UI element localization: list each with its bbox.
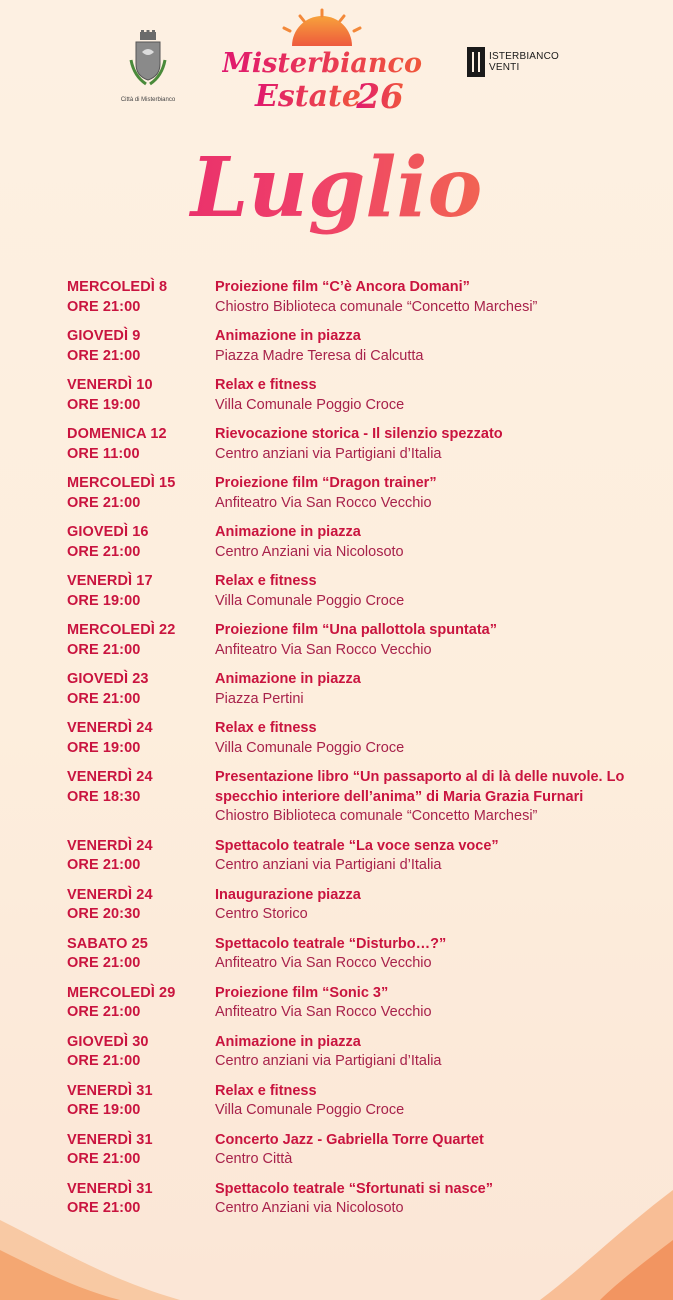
event-time: ORE 19:00 bbox=[67, 1102, 141, 1118]
misterbianco-estate-logo bbox=[222, 6, 422, 126]
event-title: Concerto Jazz - Gabriella Torre Quartet bbox=[215, 1131, 484, 1148]
event-time: ORE 21:00 bbox=[67, 1053, 141, 1069]
event-title: Relax e fitness bbox=[215, 377, 317, 393]
event-day: VENERDÌ 24 bbox=[67, 769, 153, 785]
event-title: Proiezione film “Dragon trainer” bbox=[215, 475, 437, 491]
event-row bbox=[0, 572, 673, 611]
event-when bbox=[0, 1082, 215, 1121]
event-time: ORE 18:30 bbox=[67, 788, 141, 805]
event-venue: Anfiteatro Via San Rocco Vecchio bbox=[215, 641, 432, 658]
event-title: Relax e fitness bbox=[215, 573, 317, 589]
event-when bbox=[0, 935, 215, 974]
event-day: VENERDÌ 17 bbox=[67, 573, 153, 589]
event-when bbox=[0, 425, 215, 464]
event-day: MERCOLEDÌ 29 bbox=[67, 984, 176, 1001]
event-details bbox=[215, 376, 673, 415]
event-venue: Villa Comunale Poggio Croce bbox=[215, 592, 405, 609]
brand-year-text: 26 bbox=[356, 77, 404, 117]
event-schedule bbox=[0, 278, 673, 1229]
event-when bbox=[0, 1131, 215, 1170]
brand-name-text: Misterbianco bbox=[222, 48, 422, 79]
event-details bbox=[215, 984, 673, 1023]
event-when bbox=[0, 278, 215, 317]
event-when bbox=[0, 719, 215, 758]
event-venue: Anfiteatro Via San Rocco Vecchio bbox=[215, 1004, 432, 1020]
event-details bbox=[215, 523, 673, 562]
city-caption: Città di Misterbianco bbox=[120, 97, 176, 103]
event-row bbox=[0, 984, 673, 1023]
crest-shield-icon bbox=[128, 30, 168, 88]
event-time: ORE 20:30 bbox=[67, 906, 141, 922]
event-title: Proiezione film “C’è Ancora Domani” bbox=[215, 279, 470, 295]
event-details bbox=[215, 1033, 673, 1072]
event-details bbox=[215, 719, 673, 758]
event-title: Animazione in piazza bbox=[215, 328, 361, 344]
eventi-line2: VENTI bbox=[489, 62, 520, 73]
event-time: ORE 21:00 bbox=[67, 641, 141, 658]
event-row bbox=[0, 670, 673, 709]
event-day: VENERDÌ 24 bbox=[67, 886, 153, 903]
brand-estate-text: Estate bbox=[255, 79, 361, 114]
event-details bbox=[215, 474, 673, 513]
event-details bbox=[215, 768, 673, 827]
city-crest bbox=[118, 30, 178, 106]
event-when bbox=[0, 474, 215, 513]
event-time: ORE 21:00 bbox=[67, 690, 141, 707]
event-time: ORE 19:00 bbox=[67, 739, 141, 756]
event-venue: Centro anziani via Partigiani d’Italia bbox=[215, 1053, 442, 1069]
event-row bbox=[0, 1082, 673, 1121]
event-time: ORE 21:00 bbox=[67, 1151, 141, 1167]
event-title: Relax e fitness bbox=[215, 1082, 317, 1099]
event-row bbox=[0, 474, 673, 513]
event-day: VENERDÌ 24 bbox=[67, 837, 153, 854]
event-venue: Villa Comunale Poggio Croce bbox=[215, 1102, 405, 1118]
event-when bbox=[0, 621, 215, 660]
event-when bbox=[0, 376, 215, 415]
event-details bbox=[215, 572, 673, 611]
event-day: GIOVEDÌ 16 bbox=[67, 524, 149, 540]
event-time: ORE 21:00 bbox=[67, 955, 141, 971]
event-row bbox=[0, 376, 673, 415]
event-time: ORE 21:00 bbox=[67, 494, 141, 511]
event-venue: Centro Città bbox=[215, 1151, 293, 1167]
event-venue: Centro anziani via Partigiani d’Italia bbox=[215, 445, 442, 462]
event-row bbox=[0, 327, 673, 366]
event-title: Spettacolo teatrale “La voce senza voce” bbox=[215, 837, 499, 854]
event-when bbox=[0, 327, 215, 366]
event-details bbox=[215, 278, 673, 317]
event-title: Inaugurazione piazza bbox=[215, 886, 361, 903]
event-time: ORE 21:00 bbox=[67, 857, 141, 873]
event-row bbox=[0, 425, 673, 464]
event-time: ORE 21:00 bbox=[67, 1200, 141, 1216]
event-row bbox=[0, 837, 673, 876]
event-title: Proiezione film “Sonic 3” bbox=[215, 984, 389, 1001]
event-when bbox=[0, 670, 215, 709]
event-venue: Centro Anziani via Nicolosoto bbox=[215, 543, 404, 560]
event-details bbox=[215, 1180, 673, 1219]
event-venue: Piazza Pertini bbox=[215, 690, 304, 707]
event-day: VENERDÌ 31 bbox=[67, 1131, 153, 1148]
event-details bbox=[215, 327, 673, 366]
event-row bbox=[0, 621, 673, 660]
event-venue: Centro anziani via Partigiani d’Italia bbox=[215, 857, 442, 873]
event-row bbox=[0, 523, 673, 562]
event-day: VENERDÌ 24 bbox=[67, 720, 153, 736]
event-day: GIOVEDÌ 30 bbox=[67, 1033, 149, 1050]
event-time: ORE 11:00 bbox=[67, 445, 140, 462]
event-when bbox=[0, 523, 215, 562]
event-details bbox=[215, 1082, 673, 1121]
event-title: Proiezione film “Una pallottola spuntata” bbox=[215, 622, 497, 638]
event-title: Spettacolo teatrale “Disturbo…?” bbox=[215, 935, 447, 952]
event-venue: Centro Storico bbox=[215, 906, 308, 922]
event-details bbox=[215, 621, 673, 660]
event-title: Presentazione libro “Un passaporto al di là delle nuvole. Lo specchio interiore dell’anima” di Maria Grazia Furnari bbox=[215, 769, 625, 805]
event-time: ORE 21:00 bbox=[67, 1004, 141, 1020]
event-venue: Villa Comunale Poggio Croce bbox=[215, 739, 405, 756]
event-when bbox=[0, 984, 215, 1023]
event-details bbox=[215, 935, 673, 974]
event-when bbox=[0, 572, 215, 611]
event-venue: Villa Comunale Poggio Croce bbox=[215, 396, 405, 413]
event-row bbox=[0, 278, 673, 317]
event-day: MERCOLEDÌ 15 bbox=[67, 475, 176, 491]
event-venue: Chiostro Biblioteca comunale “Concetto Marchesi” bbox=[215, 808, 538, 824]
event-title: Rievocazione storica - Il silenzio spezzato bbox=[215, 426, 503, 442]
event-title: Spettacolo teatrale “Sfortunati si nasce” bbox=[215, 1180, 493, 1197]
event-time: ORE 19:00 bbox=[67, 396, 141, 413]
event-time: ORE 21:00 bbox=[67, 298, 141, 315]
event-title: Relax e fitness bbox=[215, 720, 317, 736]
event-day: GIOVEDÌ 9 bbox=[67, 328, 141, 344]
event-day: MERCOLEDÌ 22 bbox=[67, 622, 176, 638]
event-details bbox=[215, 425, 673, 464]
event-title: Animazione in piazza bbox=[215, 671, 361, 687]
event-when bbox=[0, 837, 215, 876]
event-row bbox=[0, 1180, 673, 1219]
event-day: VENERDÌ 31 bbox=[67, 1180, 153, 1197]
event-details bbox=[215, 1131, 673, 1170]
event-when bbox=[0, 886, 215, 925]
event-title: Animazione in piazza bbox=[215, 524, 361, 540]
event-row bbox=[0, 886, 673, 925]
event-day: DOMENICA 12 bbox=[67, 426, 167, 442]
misterbianco-eventi-logo bbox=[467, 47, 559, 77]
event-row bbox=[0, 1033, 673, 1072]
event-venue: Anfiteatro Via San Rocco Vecchio bbox=[215, 955, 432, 971]
eventi-line1: ISTERBIANCO bbox=[489, 51, 559, 62]
eventi-mark-icon bbox=[467, 47, 485, 77]
event-venue: Piazza Madre Teresa di Calcutta bbox=[215, 347, 424, 364]
event-row bbox=[0, 1131, 673, 1170]
event-when bbox=[0, 768, 215, 827]
event-venue: Centro Anziani via Nicolosoto bbox=[215, 1200, 404, 1216]
event-row bbox=[0, 719, 673, 758]
event-details bbox=[215, 670, 673, 709]
event-time: ORE 19:00 bbox=[67, 592, 141, 609]
event-title: Animazione in piazza bbox=[215, 1033, 361, 1050]
event-venue: Chiostro Biblioteca comunale “Concetto Marchesi” bbox=[215, 298, 538, 315]
event-row bbox=[0, 768, 673, 827]
event-day: MERCOLEDÌ 8 bbox=[67, 279, 168, 295]
event-day: VENERDÌ 10 bbox=[67, 377, 153, 393]
event-time: ORE 21:00 bbox=[67, 347, 141, 364]
month-title: Luglio bbox=[0, 138, 673, 238]
event-venue: Anfiteatro Via San Rocco Vecchio bbox=[215, 494, 432, 511]
event-time: ORE 21:00 bbox=[67, 543, 141, 560]
event-row bbox=[0, 935, 673, 974]
event-when bbox=[0, 1033, 215, 1072]
event-details bbox=[215, 837, 673, 876]
event-day: VENERDÌ 31 bbox=[67, 1082, 153, 1099]
event-details bbox=[215, 886, 673, 925]
event-when bbox=[0, 1180, 215, 1219]
poster-header bbox=[0, 0, 673, 260]
event-day: SABATO 25 bbox=[67, 935, 148, 952]
event-day: GIOVEDÌ 23 bbox=[67, 671, 149, 687]
